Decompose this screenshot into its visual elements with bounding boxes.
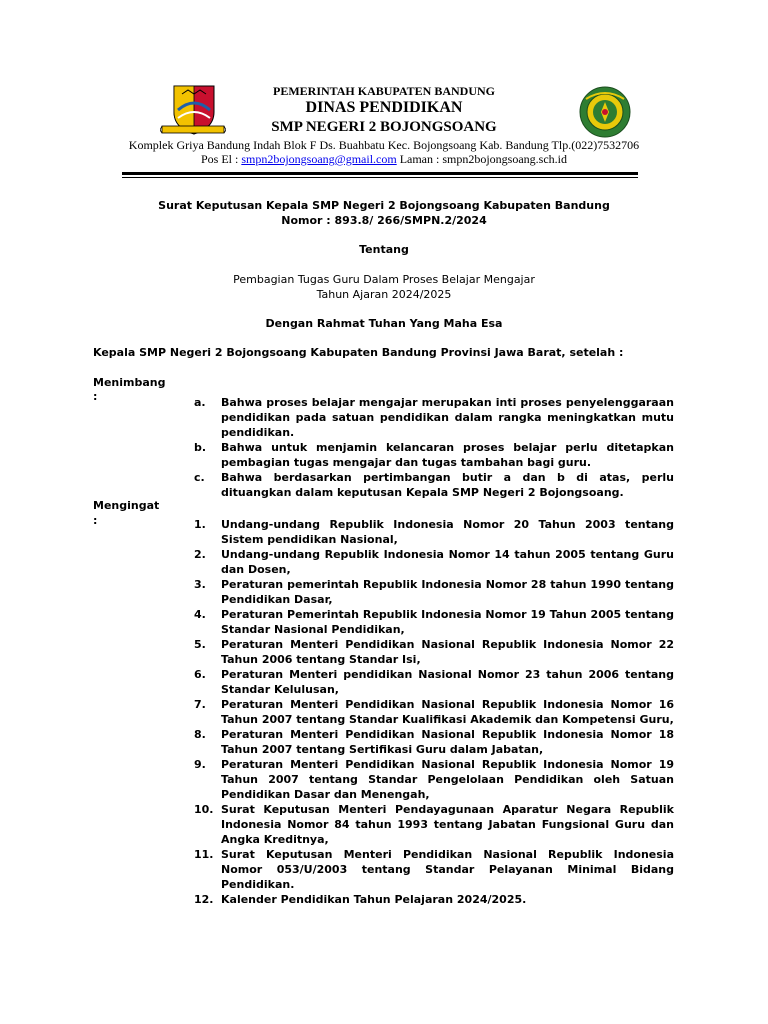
menimbang-colon: : <box>93 390 98 403</box>
list-item <box>194 667 674 697</box>
list-item-marker: 6. <box>194 668 206 681</box>
list-item-text: Peraturan pemerintah Republik Indonesia Nomor 28 tahun 1990 tentang Pendidikan Dasar, <box>221 578 674 606</box>
list-item <box>194 547 674 577</box>
website-label: Laman : smpn2bojongsoang.sch.id <box>399 152 568 166</box>
list-item-text: Peraturan Menteri Pendidikan Nasional Republik Indonesia Nomor 18 Tahun 2007 tentang Sertifikasi Guru dalam Jabatan, <box>221 728 674 756</box>
list-item-marker: 5. <box>194 638 206 651</box>
list-item <box>194 892 674 907</box>
list-item <box>194 517 674 547</box>
list-item <box>194 727 674 757</box>
list-item-text: Peraturan Menteri Pendidikan Nasional Republik Indonesia Nomor 19 Tahun 2007 tentang Standar Pengelolaan Pendidikan oleh Satuan Pendidikan Dasar dan Menengah, <box>221 758 674 801</box>
subject-line-1: Pembagian Tugas Guru Dalam Proses Belajar Mengajar <box>233 273 535 286</box>
list-item <box>194 607 674 637</box>
list-item-text: Kalender Pendidikan Tahun Pelajaran 2024/2025. <box>221 893 527 906</box>
list-item-text: Bahwa proses belajar mengajar merupakan inti proses penyelenggaraan pendidikan pada satuan pendidikan dalam rangka meningkatkan mutu pendidikan. <box>221 396 674 439</box>
list-item-text: Peraturan Menteri Pendidikan Nasional Republik Indonesia Nomor 22 Tahun 2006 tentang Standar Isi, <box>221 638 674 666</box>
list-item-marker: 12. <box>194 893 214 906</box>
list-item-text: Bahwa untuk menjamin kelancaran proses belajar perlu ditetapkan pembagian tugas mengajar dan tugas tambahan bagi guru. <box>221 441 674 469</box>
list-item-marker: 2. <box>194 548 206 561</box>
decree-title: Surat Keputusan Kepala SMP Negeri 2 Bojongsoang Kabupaten Bandung <box>158 199 610 212</box>
list-item-text: Bahwa berdasarkan pertimbangan butir a dan b di atas, perlu dituangkan dalam keputusan Kepala SMP Negeri 2 Bojongsoang. <box>221 471 674 499</box>
list-item <box>194 697 674 727</box>
list-item-text: Undang-undang Republik Indonesia Nomor 20 Tahun 2003 tentang Sistem pendidikan Nasional, <box>221 518 674 546</box>
list-item-text: Surat Keputusan Menteri Pendayagunaan Aparatur Negara Republik Indonesia Nomor 84 tahun 1993 tentang Jabatan Fungsional Guru dan Angka Kreditnya, <box>221 803 674 846</box>
list-item <box>194 577 674 607</box>
contact-line <box>0 152 768 167</box>
list-item-text: Peraturan Menteri Pendidikan Nasional Republik Indonesia Nomor 16 Tahun 2007 tentang Standar Kualifikasi Akademik dan Kompetensi Guru, <box>221 698 674 726</box>
government-name: PEMERINTAH KABUPATEN BANDUNG <box>272 84 495 98</box>
list-item <box>194 802 674 847</box>
list-item-marker: 10. <box>194 803 214 816</box>
school-name: SMP NEGERI 2 BOJONGSOANG <box>271 119 497 135</box>
menimbang-list <box>194 395 674 500</box>
list-item <box>194 440 674 470</box>
email-prefix: Pos El : <box>200 152 239 166</box>
list-item-marker: c. <box>194 471 205 484</box>
list-item-text: Surat Keputusan Menteri Pendidikan Nasional Republik Indonesia Nomor 053/U/2003 tentang Standar Pelayanan Minimal Bidang Pendidikan. <box>221 848 674 891</box>
list-item <box>194 395 674 440</box>
tentang-heading: Tentang <box>359 243 409 256</box>
list-item-text: Peraturan Menteri pendidikan Nasional Nomor 23 tahun 2006 tentang Standar Kelulusan, <box>221 668 674 696</box>
list-item <box>194 757 674 802</box>
list-item-marker: 4. <box>194 608 206 621</box>
decree-number: Nomor : 893.8/ 266/SMPN.2/2024 <box>281 214 487 227</box>
list-item-marker: 7. <box>194 698 206 711</box>
school-emblem-icon <box>576 85 634 139</box>
list-item <box>194 637 674 667</box>
letterhead-divider <box>122 172 638 175</box>
mengingat-colon: : <box>93 514 98 527</box>
email-link[interactable]: smpn2bojongsoang@gmail.com <box>241 152 397 166</box>
list-item <box>194 470 674 500</box>
list-item-marker: b. <box>194 441 207 454</box>
list-item-text: Peraturan Pemerintah Republik Indonesia Nomor 19 Tahun 2005 tentang Standar Nasional Pendidikan, <box>221 608 674 636</box>
list-item-marker: 3. <box>194 578 206 591</box>
list-item-marker: 1. <box>194 518 206 531</box>
intro-paragraph: Kepala SMP Negeri 2 Bojongsoang Kabupaten Bandung Provinsi Jawa Barat, setelah : <box>93 346 624 359</box>
list-item-text: Undang-undang Republik Indonesia Nomor 14 tahun 2005 tentang Guru dan Dosen, <box>221 548 674 576</box>
list-item <box>194 847 674 892</box>
letterhead-divider-thin <box>122 177 638 178</box>
subject-line-2: Tahun Ajaran 2024/2025 <box>316 288 452 301</box>
list-item-marker: 11. <box>194 848 214 861</box>
list-item-marker: a. <box>194 396 206 409</box>
mengingat-list <box>194 517 674 907</box>
list-item-marker: 9. <box>194 758 206 771</box>
menimbang-label: Menimbang <box>93 376 166 389</box>
department-name: DINAS PENDIDIKAN <box>305 99 463 116</box>
opening-phrase: Dengan Rahmat Tuhan Yang Maha Esa <box>265 317 503 330</box>
list-item-marker: 8. <box>194 728 206 741</box>
letterhead <box>0 0 768 185</box>
mengingat-label: Mengingat <box>93 499 160 512</box>
school-address: Komplek Griya Bandung Indah Blok F Ds. Buahbatu Kec. Bojongsoang Kab. Bandung Tlp.(022)7532706 <box>128 138 640 152</box>
